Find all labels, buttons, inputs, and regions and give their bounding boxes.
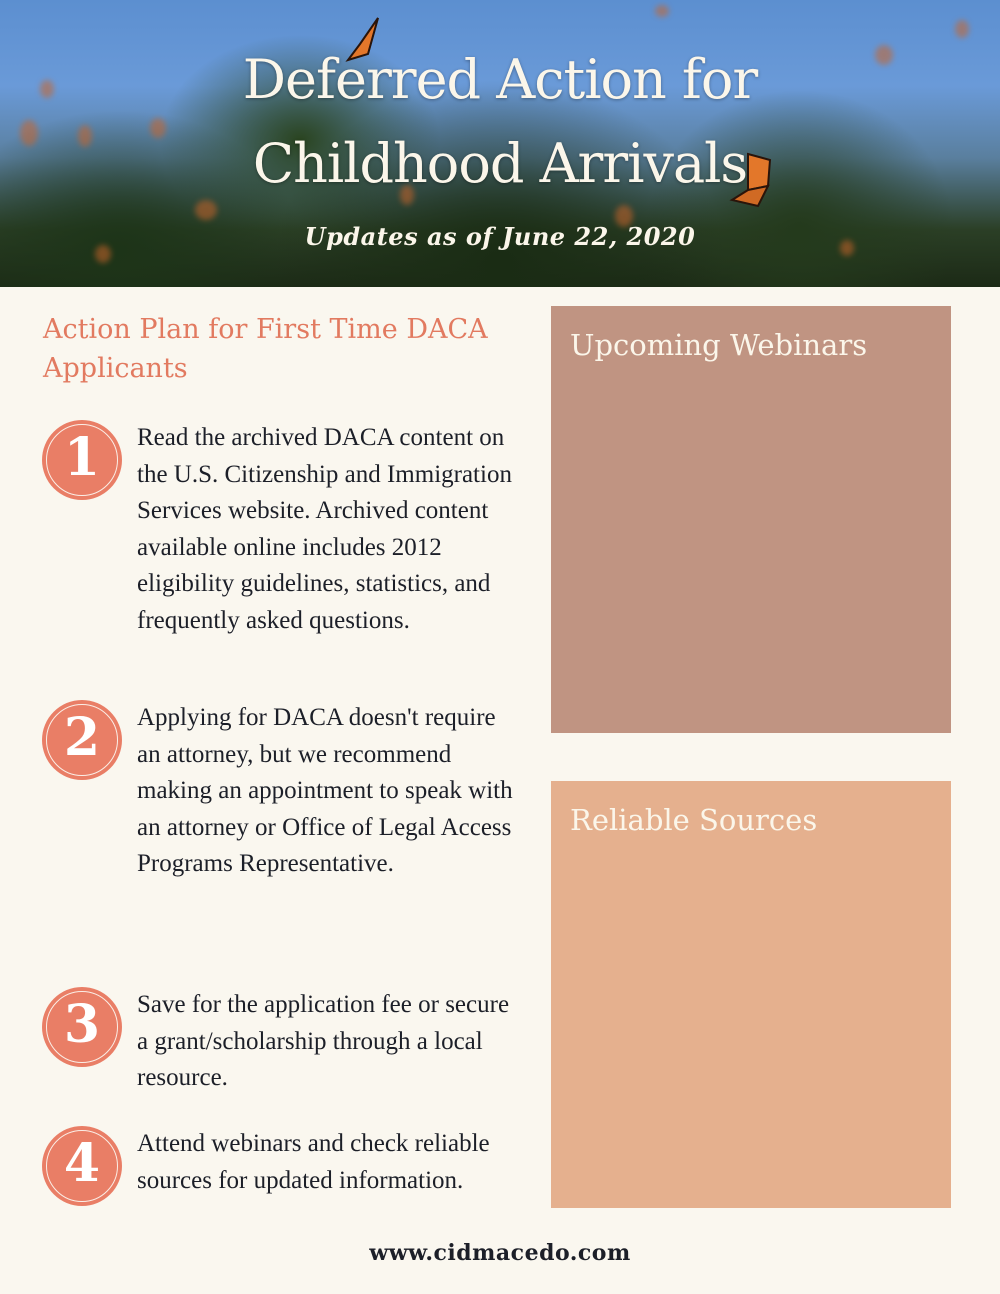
number-badge-icon: 4 bbox=[42, 1126, 122, 1206]
step-text: Read the archived DACA content on the U.S. Citizenship and Immigration Services website. Archived content available online includes 2012 eligibility guidelines, statistics, and frequently asked questions. bbox=[137, 424, 512, 634]
website-link[interactable]: www.cidmacedo.com bbox=[369, 1240, 631, 1266]
number-badge-icon: 2 bbox=[42, 700, 122, 780]
step-text: Save for the application fee or secure a grant/scholarship through a local resource. bbox=[137, 991, 510, 1091]
step-text: Applying for DACA doesn't require an attorney, but we recommend making an appointment to speak with an attorney or Office of Legal Access Programs Representative. bbox=[137, 704, 513, 877]
bokeh-dot bbox=[655, 5, 669, 17]
action-plan-heading: Action Plan for First Time DACA Applicants bbox=[43, 314, 488, 384]
page-title-line1: Deferred Action for bbox=[242, 48, 758, 111]
number-badge-icon: 3 bbox=[42, 987, 122, 1067]
reliable-sources-panel bbox=[551, 781, 951, 1208]
reliable-sources-heading: Reliable Sources bbox=[570, 803, 818, 837]
update-date-subtitle: Updates as of June 22, 2020 bbox=[304, 222, 696, 251]
bokeh-dot bbox=[955, 20, 969, 38]
upcoming-webinars-panel bbox=[551, 306, 951, 733]
step-text: Attend webinars and check reliable sources for updated information. bbox=[137, 1130, 490, 1194]
page-title-line2: Childhood Arrivals bbox=[252, 132, 748, 195]
number-badge-icon: 1 bbox=[42, 420, 122, 500]
upcoming-webinars-heading: Upcoming Webinars bbox=[570, 328, 868, 362]
hero-banner bbox=[0, 0, 1000, 287]
